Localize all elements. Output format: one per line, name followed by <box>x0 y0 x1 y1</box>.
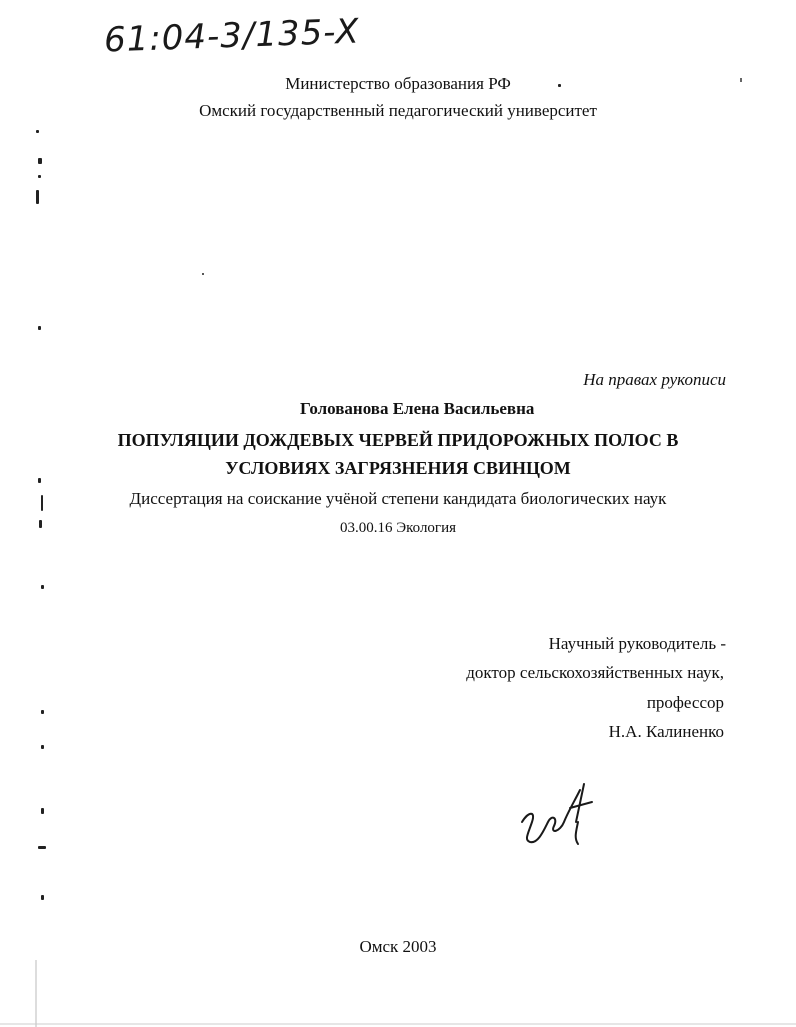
manuscript-note: На правах рукописи <box>583 370 726 389</box>
author-name: Голованова Елена Васильевна <box>300 399 535 418</box>
city-year: Омск 2003 <box>359 937 437 956</box>
supervisor-name: Н.А. Калиненко <box>608 722 724 741</box>
ministry: Министерство образования РФ <box>285 74 511 93</box>
university: Омский государственный педагогический университет <box>199 101 597 120</box>
title-line-1: ПОПУЛЯЦИИ ДОЖДЕВЫХ ЧЕРВЕЙ ПРИДОРОЖНЫХ ПОЛОС В <box>117 430 679 450</box>
supervisor-role: Научный руководитель - <box>548 634 726 653</box>
supervisor-degree: доктор сельскохозяйственных наук, <box>466 663 724 682</box>
archive-code: 61:04-3/135-X <box>103 11 361 61</box>
supervisor-rank: профессор <box>646 693 724 712</box>
degree-line: Диссертация на соискание учёной степени кандидата биологических наук <box>129 489 667 508</box>
specialty-line: 03.00.16 Экология <box>339 520 457 536</box>
title-line-2: УСЛОВИЯХ ЗАГРЯЗНЕНИЯ СВИНЦОМ <box>225 458 571 478</box>
